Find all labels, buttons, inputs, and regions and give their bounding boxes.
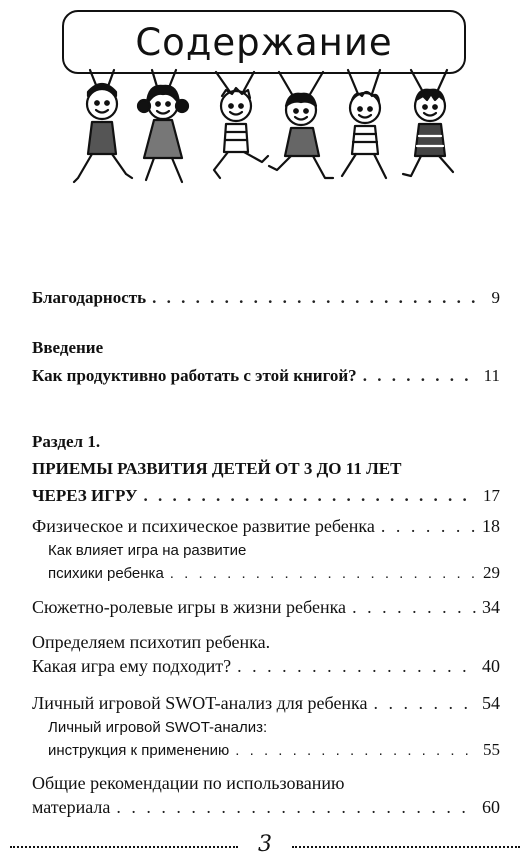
toc-entry-thanks[interactable] (32, 288, 500, 308)
toc-page-number: 54 (482, 693, 500, 713)
dot-leader (352, 595, 476, 619)
toc-entry-heading: Личный игровой SWOT-анализ: (48, 719, 268, 736)
footer-dotted-rule (292, 846, 520, 848)
toc-entry-section-1[interactable] (32, 428, 500, 509)
toc-entry-title: ЧЕРЕЗ ИГРУ (32, 486, 138, 505)
toc-entry-title: Личный игровой SWOT-анализ для ребенка (32, 693, 368, 713)
dot-leader (381, 514, 476, 538)
toc-entry-roleplay[interactable] (32, 595, 500, 619)
dot-leader (152, 288, 480, 308)
toc-entry-title: Благодарность (32, 288, 147, 307)
page-number: 3 (258, 832, 272, 857)
toc-page-number: 40 (482, 656, 500, 676)
toc-entry-game-influence[interactable] (32, 540, 500, 585)
toc-page-number: 34 (482, 597, 500, 617)
toc-entry-heading: ПРИЕМЫ РАЗВИТИЯ ДЕТЕЙ ОТ 3 ДО 11 ЛЕТ (32, 459, 402, 478)
toc-entry-heading: Введение (32, 338, 104, 357)
page-title: Содержание (135, 21, 393, 64)
toc-entry-title: Сюжетно-ролевые игры в жизни ребенка (32, 597, 347, 617)
toc-entry-heading: Общие рекомендации по использованию (32, 773, 345, 793)
toc-entry-swot-guide[interactable] (32, 717, 500, 762)
kids-illustration (62, 66, 472, 196)
dot-leader (170, 563, 477, 585)
toc-page-number: 18 (482, 516, 500, 536)
toc-page-number: 9 (491, 288, 500, 307)
toc-entry-title: Физическое и психическое развитие ребенка (32, 516, 375, 536)
dot-leader (374, 691, 476, 715)
toc-entry-title: Какая игра ему подходит? (32, 656, 232, 676)
toc-entry-physical[interactable] (32, 514, 500, 538)
dot-leader (237, 654, 476, 678)
toc-entry-heading: Раздел 1. (32, 432, 101, 451)
toc-entry-intro[interactable] (32, 334, 500, 390)
toc-entry-title: Как продуктивно работать с этой книгой? (32, 366, 357, 385)
toc-page-number: 55 (483, 740, 500, 759)
toc-page-number: 60 (482, 797, 500, 817)
toc-entry-heading: Определяем психотип ребенка. (32, 632, 271, 652)
dot-leader (116, 795, 476, 819)
toc-entry-general[interactable] (32, 771, 500, 819)
toc-entry-title: психики ребенка (48, 565, 164, 582)
toc-entry-swot[interactable] (32, 691, 500, 715)
toc-page-number: 11 (483, 366, 500, 385)
page-footer (0, 834, 530, 858)
toc-page-number: 17 (483, 486, 500, 505)
footer-dotted-rule (10, 846, 238, 848)
toc-entry-psychotype[interactable] (32, 630, 500, 678)
toc-entry-title: материала (32, 797, 111, 817)
dot-leader (143, 482, 477, 509)
toc-entry-title: инструкция к применению (48, 742, 230, 759)
toc-page-number: 29 (483, 563, 500, 582)
title-banner (62, 10, 466, 74)
dot-leader (363, 362, 478, 390)
dot-leader (235, 740, 477, 762)
toc-entry-heading: Как влияет игра на развитие (48, 542, 247, 559)
